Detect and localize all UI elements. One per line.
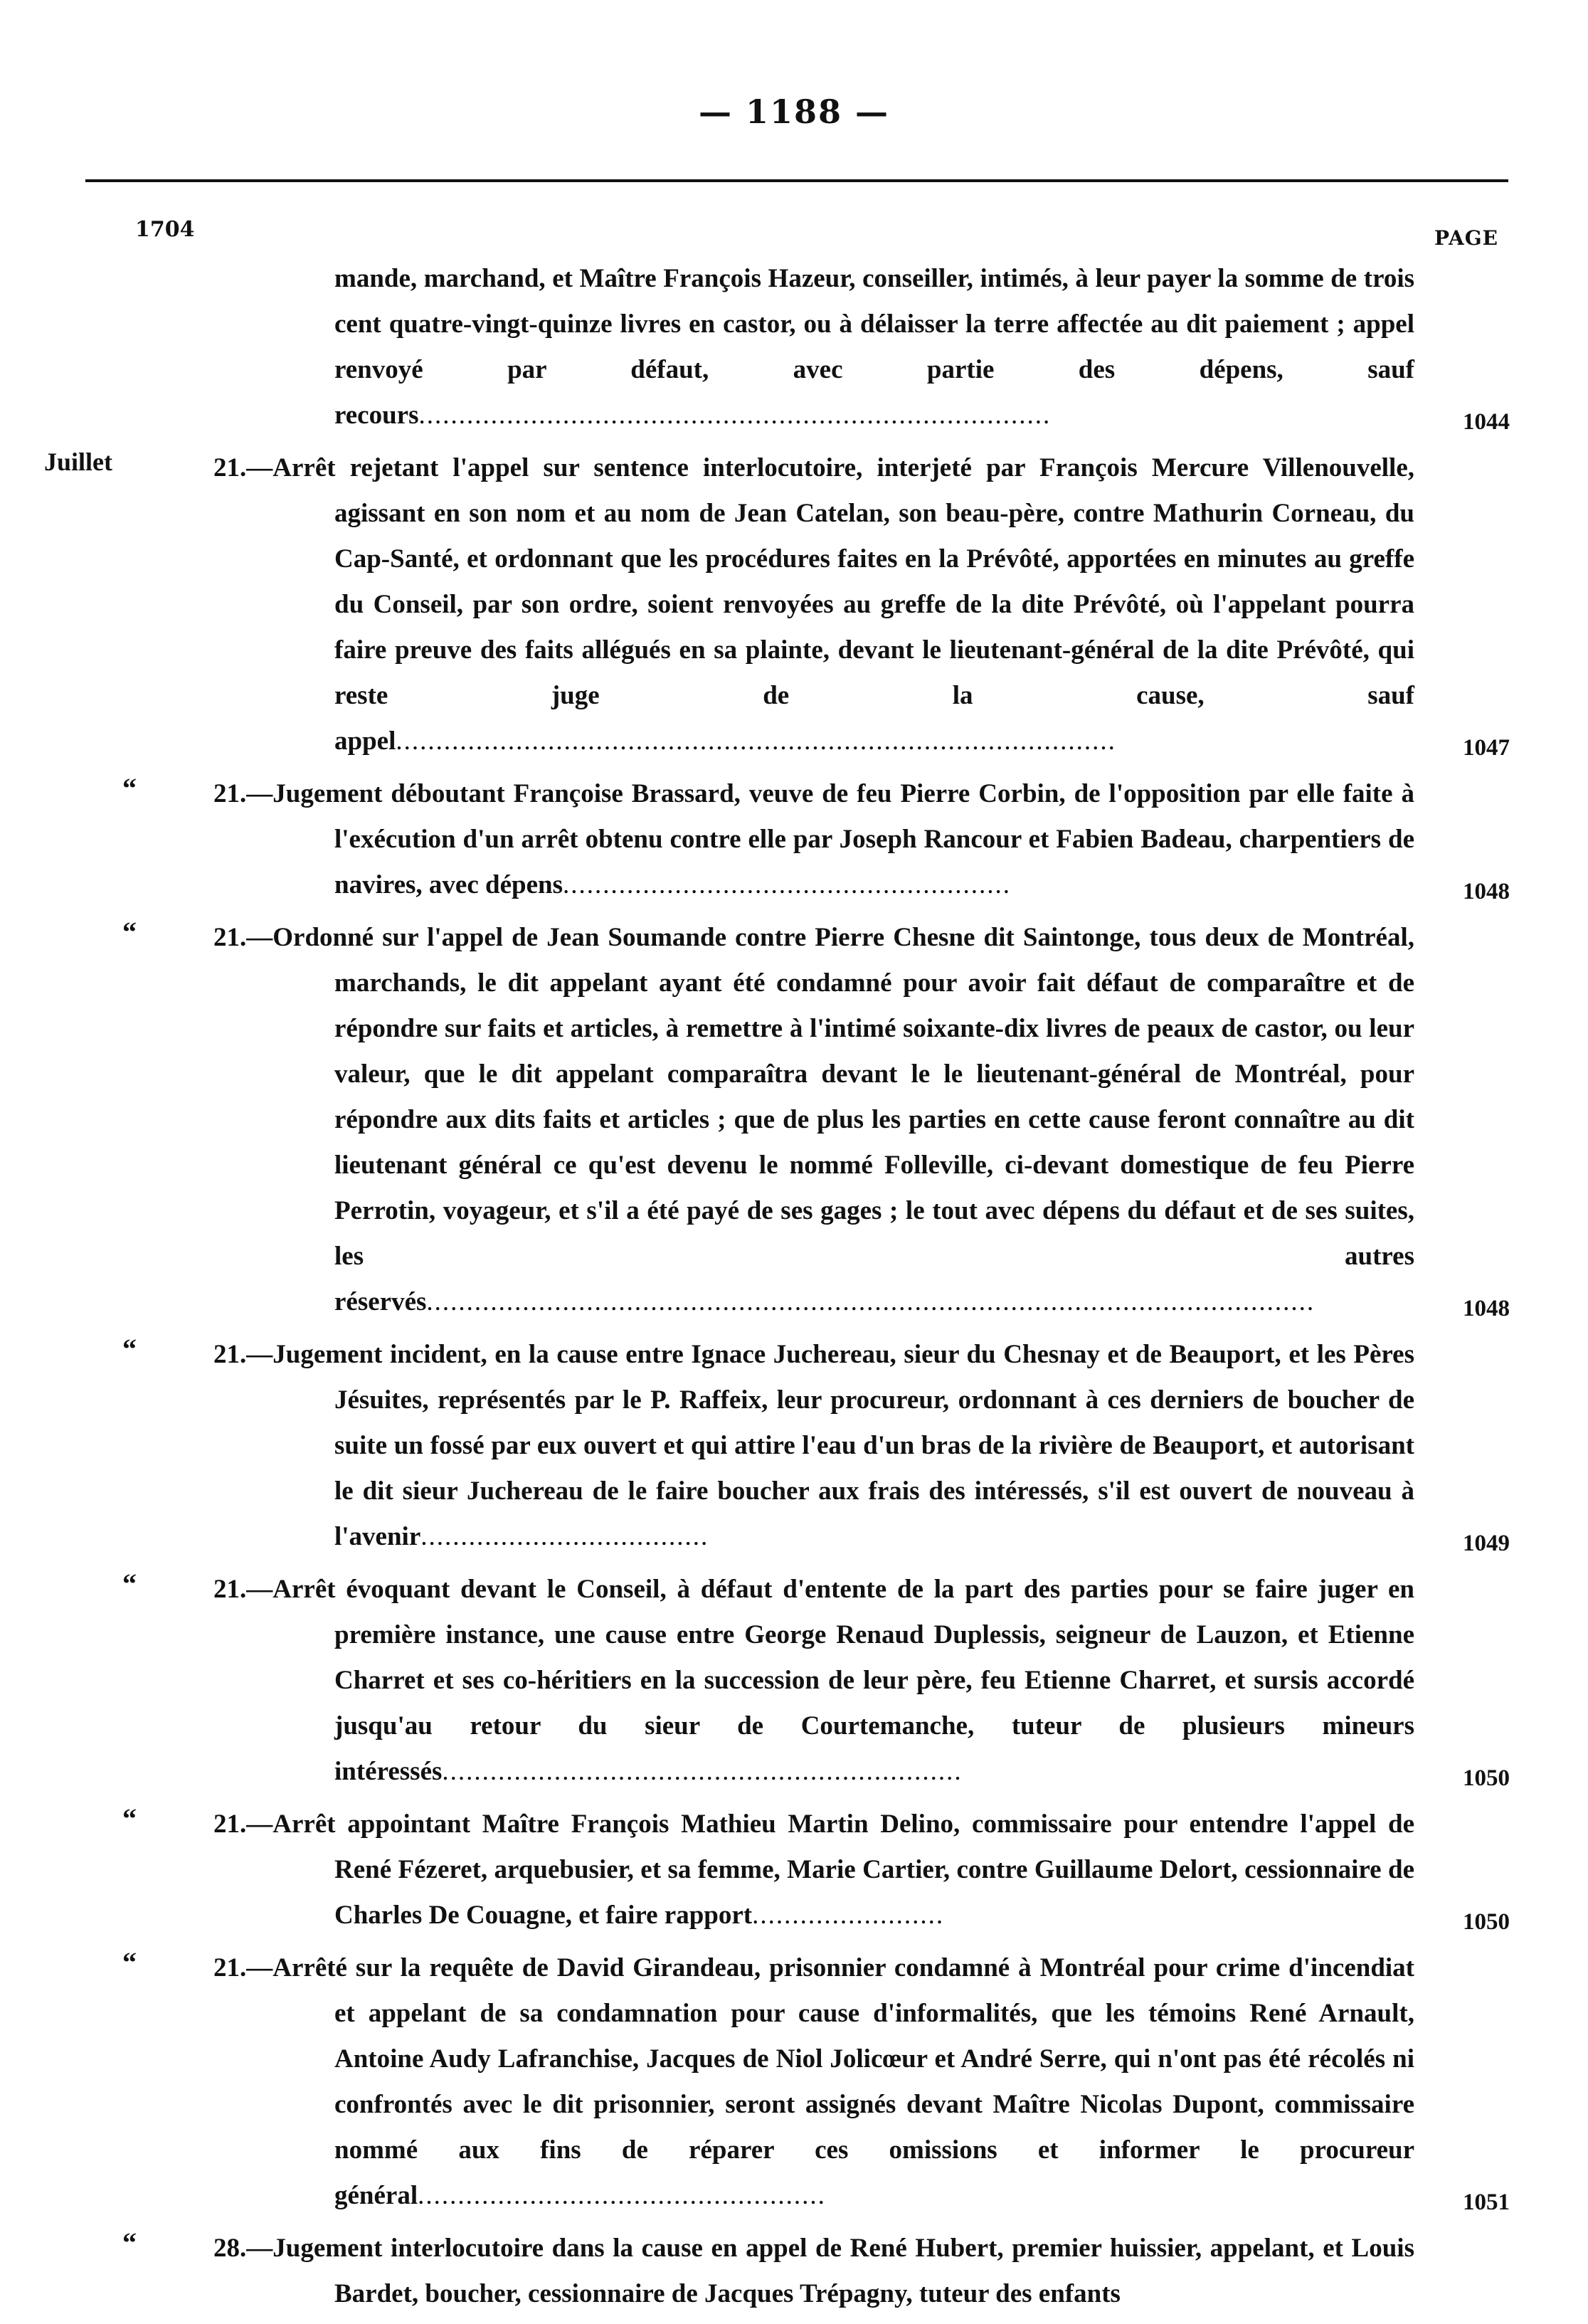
- list-item: [0, 771, 1588, 908]
- header-rule: [85, 179, 1508, 182]
- entry-body: Jugement déboutant Françoise Brassard, veuve de feu Pierre Corbin, de l'opposition par elle faite à l'exécution d'un arrêt obtenu contre elle par Joseph Rancour et Fabien Badeau, charpentiers de navires, avec dépens: [272, 779, 1414, 899]
- entry-body: Ordonné sur l'appel de Jean Soumande contre Pierre Chesne dit Saintonge, tous deux de Montréal, marchands, le dit appelant ayant été condamné pour avoir fait défaut de comparaître et de répondre sur faits et articles, à remettre à l'intimé soixante-dix livres de peaux de castor, ou leur valeur, que le dit appelant comparaîtra devant le le lieutenant-général de Montréal, pour répondre aux dits faits et articles ; que de plus les parties en cette cause feront connaître au dit lieutenant général ce qu'est devenu le nommé Folleville, ci-devant domestique de feu Pierre Perrotin, voyageur, et s'il a été payé de ses gages ; le tout avec dépens du défaut et de ses suites, les autres réservés: [272, 923, 1414, 1316]
- ditto-mark: “: [122, 1946, 137, 1978]
- list-item: [0, 2226, 1588, 2317]
- entry-body: Arrêt appointant Maître François Mathieu Martin Delino, commissaire pour entendre l'appel de René Fézeret, arquebusier, et sa femme, Marie Cartier, contre Guillaume Delort, cessionnaire de Charles De Couagne, et faire rapport: [272, 1810, 1414, 1930]
- entry-day: 21.—: [213, 779, 273, 808]
- entry-text: [213, 2226, 1414, 2317]
- list-item: [0, 445, 1588, 764]
- entry-body: Arrêt évoquant devant le Conseil, à défaut d'entente de la part des parties pour se faire juger en première instance, une cause entre George Renaud Duplessis, seigneur de Lauzon, et Etienne Charret et ses co-héritiers en la succession de leur père, feu Etienne Charret, et sursis accordé jusqu'au retour du sieur de Courtemanche, tuteur de plusieurs mineurs intéressés: [272, 1575, 1414, 1786]
- page-column-label: PAGE: [1434, 226, 1498, 250]
- ditto-mark: “: [122, 2227, 137, 2259]
- entry-day: 21.—: [213, 453, 273, 482]
- leader-dots: ...............................................................................: [418, 401, 1052, 430]
- page-reference: 1048: [1463, 1296, 1510, 1321]
- ditto-mark: “: [122, 1568, 137, 1600]
- entry-day: 21.—: [213, 1953, 273, 1982]
- entry-text: [213, 1567, 1414, 1795]
- page-reference: 1049: [1463, 1531, 1510, 1556]
- entry-body: Arrêt rejetant l'appel sur sentence interlocutoire, interjeté par François Mercure Villenouvelle, agissant en son nom et au nom de Jean Catelan, son beau-père, contre Mathurin Corneau, du Cap-Santé, et ordonnant que les procédures faites en la Prévôté, apportées en minutes au greffe du Conseil, par son ordre, soient renvoyées au greffe de la dite Prévôté, où l'appelant pourra faire preuve des faits allégués en sa plainte, devant le lieutenant-général de la dite Prévôté, qui reste juge de la cause, sauf appel: [272, 453, 1414, 756]
- leader-dots: ........................................................: [563, 870, 1012, 899]
- entry-text: [213, 1802, 1414, 1938]
- entry-day: 21.—: [213, 1340, 273, 1369]
- list-item: [0, 1567, 1588, 1795]
- entry-day: 21.—: [213, 1575, 273, 1604]
- entry-text: [213, 1945, 1414, 2219]
- ditto-mark: “: [122, 916, 137, 948]
- entry-text: [213, 1332, 1414, 1560]
- page-reference: 1050: [1463, 1909, 1510, 1935]
- leader-dots: ...............................................................................................................: [426, 1287, 1316, 1316]
- list-item: [0, 1945, 1588, 2219]
- entry-body: Jugement interlocutoire dans la cause en appel de René Hubert, premier huissier, appelant, et Louis Bardet, boucher, cessionnaire de Jacques Trépagny, tuteur des enfants: [272, 2234, 1414, 2308]
- leader-dots: ........................: [752, 1901, 945, 1930]
- entry-body: Arrêté sur la requête de David Girandeau, prisonnier condamné à Montréal pour crime d'incendiat et appelant de sa condamnation pour cause d'informalités, que les témoins René Arnault, Antoine Audy Lafranchise, Jacques de Niol Jolicœur et André Serre, qui n'ont pas été récolés ni confrontés avec le dit prisonnier, seront assignés devant Maître Nicolas Dupont, commissaire nommé aux fins de réparer ces omissions et informer le procureur général: [272, 1953, 1414, 2210]
- page-reference: 1051: [1463, 2190, 1510, 2215]
- page-reference: 1047: [1463, 735, 1510, 761]
- entry-text: [213, 915, 1414, 1325]
- entry-day: 21.—: [213, 923, 273, 952]
- leader-dots: ..........................................................................................: [396, 727, 1116, 756]
- year-label: 1704: [135, 217, 195, 242]
- entry-text: [213, 445, 1414, 764]
- ditto-mark: “: [122, 772, 137, 804]
- ditto-mark: “: [122, 1802, 137, 1834]
- page-number-header: — 1188 —: [698, 93, 890, 131]
- ditto-mark: “: [122, 1333, 137, 1365]
- entry-text: [213, 771, 1414, 908]
- page-reference: 1048: [1463, 879, 1510, 904]
- entry-body: mande, marchand, et Maître François Hazeur, conseiller, intimés, à leur payer la somme de trois cent quatre-vingt-quinze livres en castor, ou à délaisser la terre affectée au dit paiement ; appel renvoyé par défaut, avec partie des dépens, sauf recours: [334, 264, 1414, 430]
- list-item: [0, 256, 1588, 438]
- leader-dots: ...................................................: [418, 2181, 826, 2210]
- list-item: [0, 915, 1588, 1325]
- entry-list: [0, 256, 1588, 2324]
- list-item: [0, 1802, 1588, 1938]
- page-reference: 1044: [1463, 409, 1510, 435]
- page-reference: 1050: [1463, 1765, 1510, 1791]
- entry-body: Jugement incident, en la cause entre Ignace Juchereau, sieur du Chesnay et de Beauport, et les Pères Jésuites, représentés par le P. Raffeix, leur procureur, ordonnant à ces derniers de boucher de suite un fossé par eux ouvert et qui attire l'eau d'un bras de la rivière de Beauport, et autorisant le dit sieur Juchereau de le faire boucher aux frais des intéressés, s'il est ouvert de nouveau à l'avenir: [272, 1340, 1414, 1551]
- leader-dots: ....................................: [420, 1522, 709, 1551]
- entry-day: 21.—: [213, 1810, 273, 1839]
- entry-day: 28.—: [213, 2234, 273, 2263]
- month-label: Juillet: [44, 448, 112, 476]
- list-item: [0, 1332, 1588, 1560]
- leader-dots: .................................................................: [442, 1757, 963, 1786]
- entry-text: [334, 256, 1414, 438]
